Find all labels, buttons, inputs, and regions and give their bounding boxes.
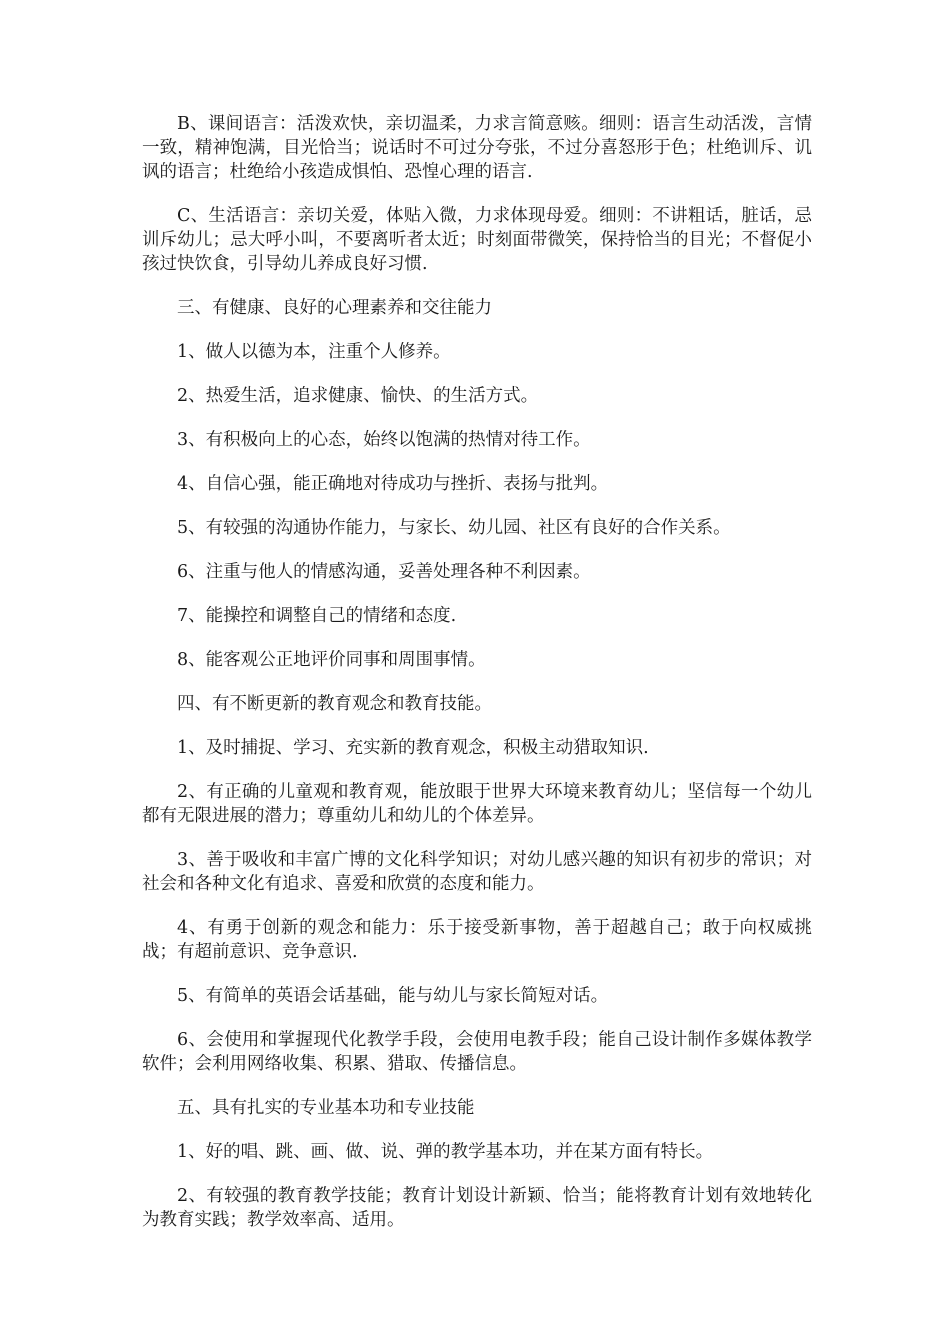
paragraph-c-daily-language: C、生活语言：亲切关爱，体贴入微，力求体现母爱。细则：不讲粗话，脏话，忌训斥幼儿；忌大呼小叫，不要离听者太近；时刻面带微笑，保持恰当的目光；不督促小孩过快饮食，引导幼儿养成良好习惯. (142, 206, 812, 274)
section-heading-4: 四、有不断更新的教育观念和教育技能。 (177, 694, 492, 714)
list-item: 2、有较强的教育教学技能；教育计划设计新颖、恰当；能将教育计划有效地转化为教育实践；教学效率高、适用。 (142, 1186, 812, 1230)
list-item: 7、能操控和调整自己的情绪和态度. (177, 606, 457, 626)
list-item: 5、有较强的沟通协作能力，与家长、幼儿园、社区有良好的合作关系。 (177, 518, 731, 538)
document-body (142, 112, 812, 1252)
section-heading-5: 五、具有扎实的专业基本功和专业技能 (177, 1098, 475, 1118)
list-item: 2、有正确的儿童观和教育观，能放眼于世界大环境来教育幼儿；坚信每一个幼儿都有无限进展的潜力；尊重幼儿和幼儿的个体差异。 (142, 782, 812, 826)
list-item: 2、热爱生活，追求健康、愉快、的生活方式。 (177, 386, 539, 406)
list-item: 3、有积极向上的心态，始终以饱满的热情对待工作。 (177, 430, 591, 450)
list-item: 8、能客观公正地评价同事和周围事情。 (177, 650, 486, 670)
list-item: 6、会使用和掌握现代化教学手段，会使用电教手段；能自己设计制作多媒体教学软件；会利用网络收集、积累、猎取、传播信息。 (142, 1030, 812, 1074)
list-item: 1、做人以德为本，注重个人修养。 (177, 342, 451, 362)
list-item: 4、有勇于创新的观念和能力：乐于接受新事物，善于超越自己；敢于向权威挑战；有超前意识、竞争意识. (142, 918, 812, 962)
list-item: 1、及时捕捉、学习、充实新的教育观念，积极主动猎取知识. (177, 738, 649, 758)
list-item: 6、注重与他人的情感沟通，妥善处理各种不利因素。 (177, 562, 591, 582)
list-item: 4、自信心强，能正确地对待成功与挫折、表扬与批判。 (177, 474, 609, 494)
list-item: 1、好的唱、跳、画、做、说、弹的教学基本功，并在某方面有特长。 (177, 1142, 714, 1162)
section-heading-3: 三、有健康、良好的心理素养和交往能力 (177, 298, 492, 318)
paragraph-b-classroom-language: B、课间语言：活泼欢快，亲切温柔，力求言简意赅。细则：语言生动活泼，言情一致，精神饱满，目光恰当；说话时不可过分夸张，不过分喜怒形于色；杜绝训斥、讥讽的语言；杜绝给小孩造成惧怕、恐惶心理的语言. (142, 114, 812, 182)
list-item: 5、有简单的英语会话基础，能与幼儿与家长简短对话。 (177, 986, 609, 1006)
list-item: 3、善于吸收和丰富广博的文化科学知识；对幼儿感兴趣的知识有初步的常识；对社会和各种文化有追求、喜爱和欣赏的态度和能力。 (142, 850, 812, 894)
